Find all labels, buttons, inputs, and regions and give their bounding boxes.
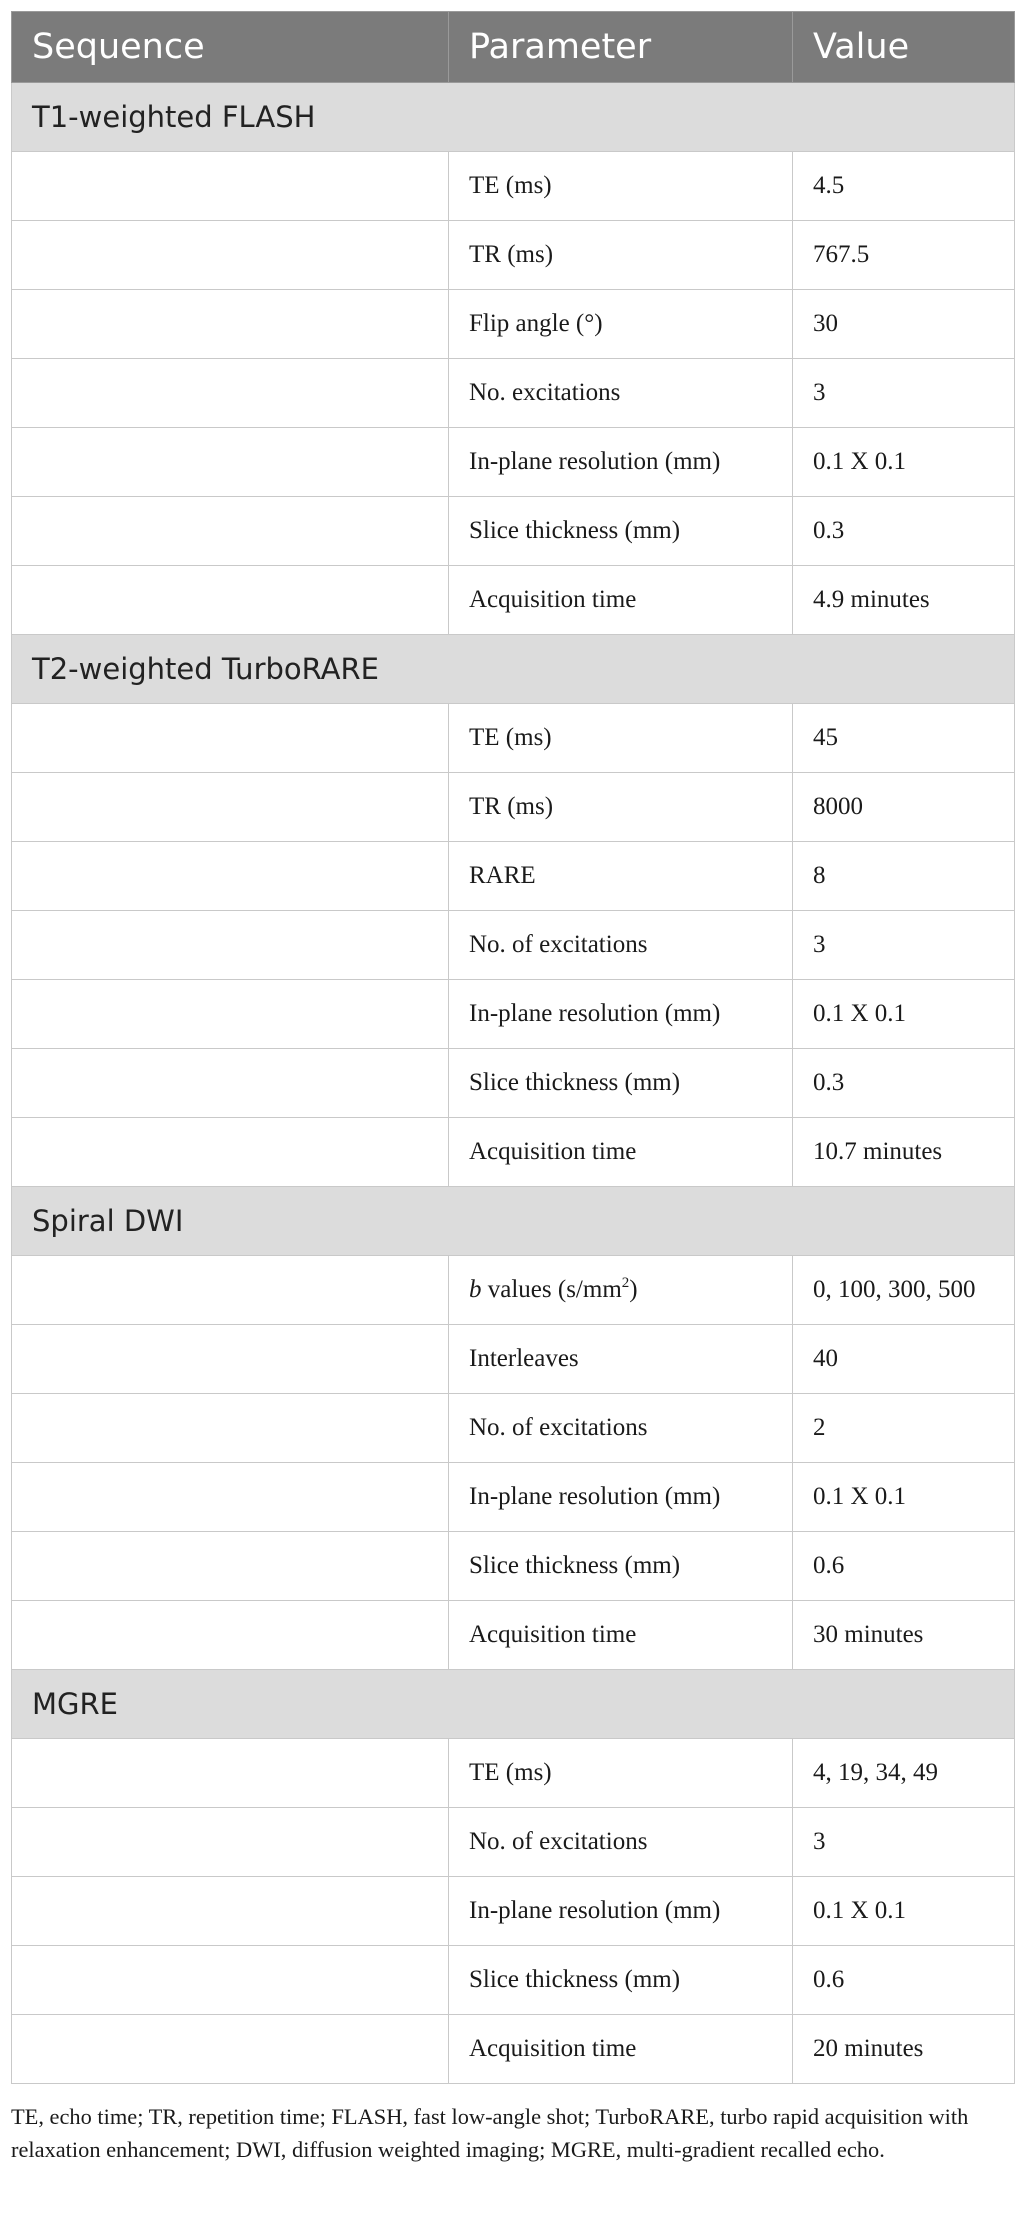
table-row	[12, 1739, 1015, 1808]
parameter-text: values (s/mm	[481, 1276, 622, 1303]
parameter-cell: Acquisition time	[449, 1118, 793, 1187]
parameter-cell: In-plane resolution (mm)	[449, 1463, 793, 1532]
table-row	[12, 842, 1015, 911]
parameter-cell: TR (ms)	[449, 221, 793, 290]
parameter-cell: TE (ms)	[449, 1739, 793, 1808]
parameter-cell: In-plane resolution (mm)	[449, 980, 793, 1049]
parameter-cell: No. of excitations	[449, 911, 793, 980]
table-row	[12, 359, 1015, 428]
value-cell: 3	[793, 1808, 1015, 1877]
sequence-cell	[12, 842, 449, 911]
sequence-cell	[12, 566, 449, 635]
sequence-cell	[12, 1808, 449, 1877]
table-row	[12, 1394, 1015, 1463]
sequence-cell	[12, 704, 449, 773]
table-row	[12, 2015, 1015, 2084]
sequence-cell	[12, 1118, 449, 1187]
parameter-cell: Acquisition time	[449, 566, 793, 635]
section-title: T2-weighted TurboRARE	[12, 635, 1015, 704]
parameter-cell: Slice thickness (mm)	[449, 497, 793, 566]
value-cell: 8000	[793, 773, 1015, 842]
b-symbol: b	[469, 1276, 482, 1303]
value-cell: 10.7 minutes	[793, 1118, 1015, 1187]
value-cell: 767.5	[793, 221, 1015, 290]
value-cell: 3	[793, 911, 1015, 980]
parameter-cell: TR (ms)	[449, 773, 793, 842]
parameter-cell: Acquisition time	[449, 1601, 793, 1670]
table-row	[12, 1118, 1015, 1187]
section-row	[12, 1670, 1015, 1739]
sequence-cell	[12, 1325, 449, 1394]
sequence-cell	[12, 1256, 449, 1325]
table-row	[12, 1877, 1015, 1946]
table-row	[12, 1946, 1015, 2015]
parameter-cell: Acquisition time	[449, 2015, 793, 2084]
value-cell: 40	[793, 1325, 1015, 1394]
parameter-cell: In-plane resolution (mm)	[449, 428, 793, 497]
parameter-cell: TE (ms)	[449, 152, 793, 221]
header-value: Value	[793, 12, 1015, 83]
value-cell: 30 minutes	[793, 1601, 1015, 1670]
sequence-cell	[12, 1946, 449, 2015]
value-cell: 2	[793, 1394, 1015, 1463]
parameter-cell: No. of excitations	[449, 1394, 793, 1463]
parameter-cell: No. excitations	[449, 359, 793, 428]
sequence-cell	[12, 1394, 449, 1463]
table-row	[12, 1808, 1015, 1877]
sequence-cell	[12, 1739, 449, 1808]
parameter-cell: No. of excitations	[449, 1808, 793, 1877]
value-cell: 45	[793, 704, 1015, 773]
table-row	[12, 1049, 1015, 1118]
parameter-cell: Interleaves	[449, 1325, 793, 1394]
value-cell: 0.1 X 0.1	[793, 1463, 1015, 1532]
table-header	[12, 12, 1015, 83]
value-cell: 0.1 X 0.1	[793, 1877, 1015, 1946]
sequence-cell	[12, 1049, 449, 1118]
sequence-cell	[12, 1532, 449, 1601]
value-cell: 4.5	[793, 152, 1015, 221]
table-footnote: TE, echo time; TR, repetition time; FLASH, fast low-angle shot; TurboRARE, turbo rapid acquisition with relaxation enhancement; DWI, diffusion weighted imaging; MGRE, multi-gradient recalled echo.	[11, 2104, 969, 2162]
superscript: 2	[621, 1275, 630, 1291]
parameter-cell: TE (ms)	[449, 704, 793, 773]
parameters-table	[11, 11, 1015, 2084]
table-row	[12, 704, 1015, 773]
sequence-cell	[12, 911, 449, 980]
parameter-close: )	[629, 1276, 638, 1303]
header-parameter: Parameter	[449, 12, 793, 83]
section-title: Spiral DWI	[12, 1187, 1015, 1256]
sequence-cell	[12, 980, 449, 1049]
value-cell: 3	[793, 359, 1015, 428]
parameter-cell: In-plane resolution (mm)	[449, 1877, 793, 1946]
value-cell: 0.1 X 0.1	[793, 428, 1015, 497]
value-cell: 30	[793, 290, 1015, 359]
section-row	[12, 1187, 1015, 1256]
sequence-cell	[12, 290, 449, 359]
parameter-cell: Slice thickness (mm)	[449, 1946, 793, 2015]
table-row	[12, 1463, 1015, 1532]
value-cell: 0.6	[793, 1946, 1015, 2015]
parameter-cell: Slice thickness (mm)	[449, 1049, 793, 1118]
sequence-cell	[12, 152, 449, 221]
value-cell: 0, 100, 300, 500	[793, 1256, 1015, 1325]
parameter-cell: Slice thickness (mm)	[449, 1532, 793, 1601]
value-cell: 4.9 minutes	[793, 566, 1015, 635]
parameter-cell	[449, 1256, 793, 1325]
value-cell: 0.6	[793, 1532, 1015, 1601]
header-sequence: Sequence	[12, 12, 449, 83]
sequence-cell	[12, 2015, 449, 2084]
table-row	[12, 497, 1015, 566]
section-title: T1-weighted FLASH	[12, 83, 1015, 152]
sequence-cell	[12, 1601, 449, 1670]
value-cell: 0.3	[793, 1049, 1015, 1118]
sequence-cell	[12, 221, 449, 290]
sequence-cell	[12, 1463, 449, 1532]
table-row	[12, 773, 1015, 842]
table-row	[12, 221, 1015, 290]
section-row	[12, 635, 1015, 704]
table-row	[12, 428, 1015, 497]
table-row	[12, 1256, 1015, 1325]
parameter-cell: Flip angle (°)	[449, 290, 793, 359]
table-row	[12, 1532, 1015, 1601]
value-cell: 0.1 X 0.1	[793, 980, 1015, 1049]
parameter-cell: RARE	[449, 842, 793, 911]
table-row	[12, 290, 1015, 359]
sequence-cell	[12, 773, 449, 842]
value-cell: 0.3	[793, 497, 1015, 566]
sequence-cell	[12, 428, 449, 497]
sequence-cell	[12, 1877, 449, 1946]
sequence-cell	[12, 359, 449, 428]
table-row	[12, 911, 1015, 980]
value-cell: 4, 19, 34, 49	[793, 1739, 1015, 1808]
value-cell: 20 minutes	[793, 2015, 1015, 2084]
sequence-cell	[12, 497, 449, 566]
table-row	[12, 1601, 1015, 1670]
table-row	[12, 1325, 1015, 1394]
section-row	[12, 83, 1015, 152]
section-title: MGRE	[12, 1670, 1015, 1739]
table-row	[12, 566, 1015, 635]
table-row	[12, 152, 1015, 221]
table-row	[12, 980, 1015, 1049]
value-cell: 8	[793, 842, 1015, 911]
